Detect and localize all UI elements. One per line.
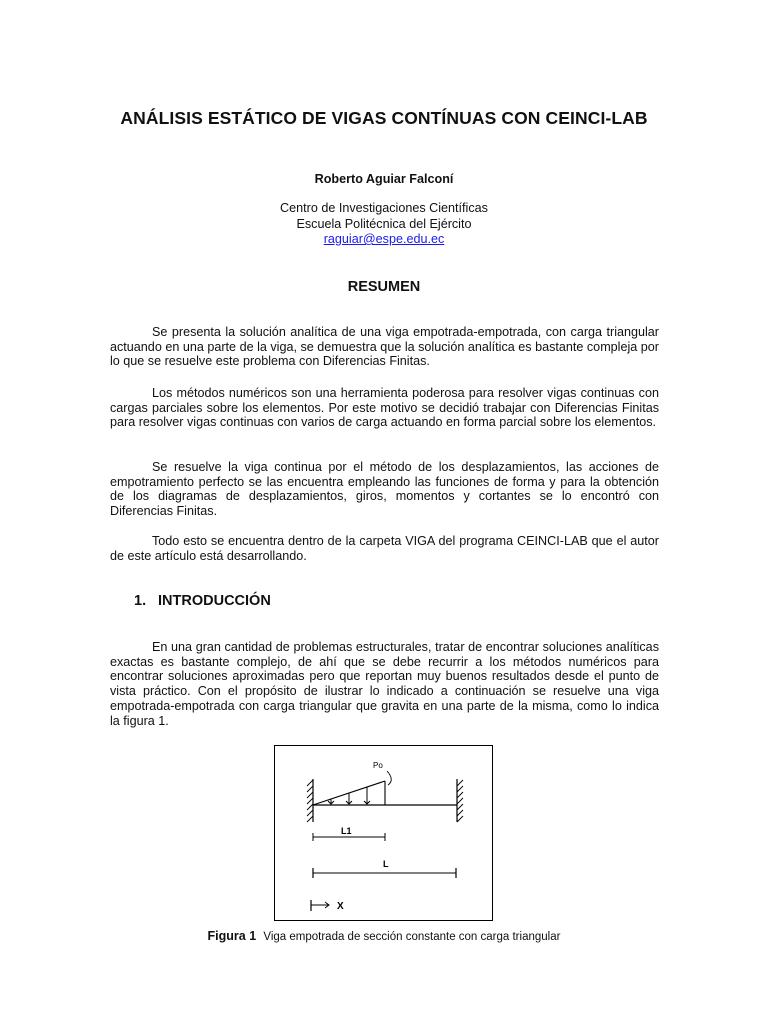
- load-arrows: [328, 787, 370, 804]
- beam-diagram: [275, 746, 492, 920]
- abstract-paragraph-3: [110, 460, 659, 519]
- figure-1: [274, 745, 493, 921]
- affiliation-block: [0, 200, 768, 232]
- axis-label: X: [337, 901, 344, 912]
- abstract-paragraph-4-text: Todo esto se encuentra dentro de la carpeta VIGA del programa CEINCI-LAB que el autor de este artículo está desarrollando.: [110, 534, 659, 563]
- intro-paragraph-text: En una gran cantidad de problemas estructurales, tratar de encontrar soluciones analíticas exactas es bastante complejo, de ahí que se debe recurrir a los métodos numéricos para encontrar soluciones aproximadas pero que reportan muy buenos resultados desde el punto de vista práctico. Con el propósito de ilustrar lo indicado a continuación se resuelve una viga empotrada-empotrada con carga triangular que gravita en una parte de la misma, como lo indica la figura 1.: [110, 640, 659, 728]
- paper-title: ANÁLISIS ESTÁTICO DE VIGAS CONTÍNUAS CON CEINCI-LAB: [120, 108, 648, 128]
- load-label-leader: [387, 771, 391, 785]
- right-support-hatch: [457, 780, 463, 822]
- section-heading: [134, 593, 271, 609]
- abstract-paragraph-4: [110, 534, 659, 563]
- section-title: INTRODUCCIÓN: [158, 593, 271, 609]
- figure-caption: [0, 929, 768, 943]
- load-label: Po: [373, 761, 383, 770]
- abstract-paragraph-2-text: Los métodos numéricos son una herramienta poderosa para resolver vigas continuas con cargas parciales sobre los elementos. Por este motivo se decidió trabajar con Diferencias Finitas para resolver vigas continuas con varios de carga actuando en forma parcial sobre los elementos.: [110, 386, 659, 430]
- abstract-paragraph-2: [110, 386, 659, 430]
- figure-caption-text: Viga empotrada de sección constante con carga triangular: [263, 931, 561, 943]
- figure-caption-label: Figura 1: [207, 929, 257, 943]
- affiliation-line-2: Escuela Politécnica del Ejército: [296, 217, 472, 231]
- dim-l1-label: L1: [341, 826, 352, 836]
- abstract-paragraph-1: [110, 325, 659, 369]
- left-support-hatch: [307, 780, 313, 822]
- author-email-link[interactable]: raguiar@espe.edu.ec: [323, 232, 445, 246]
- abstract-heading: RESUMEN: [347, 279, 421, 295]
- author-name: Roberto Aguiar Falconí: [314, 172, 454, 186]
- abstract-paragraph-3-text: Se resuelve la viga continua por el método de los desplazamientos, las acciones de empotramiento perfecto se las encuentra empleando las funciones de forma y para la obtención de los diagramas de desplazamientos, giros, momentos y cortantes se lo encontró con Diferencias Finitas.: [110, 460, 659, 519]
- intro-paragraph: [110, 640, 659, 728]
- dim-l-label: L: [383, 859, 389, 869]
- affiliation-line-1: Centro de Investigaciones Científicas: [280, 201, 488, 215]
- abstract-paragraph-1-text: Se presenta la solución analítica de una viga empotrada-empotrada, con carga triangular actuando en una parte de la viga, se demuestra que la solución analítica es bastante compleja por lo que se resuelve este problema con Diferencias Finitas.: [110, 325, 659, 369]
- section-number: 1.: [134, 593, 147, 609]
